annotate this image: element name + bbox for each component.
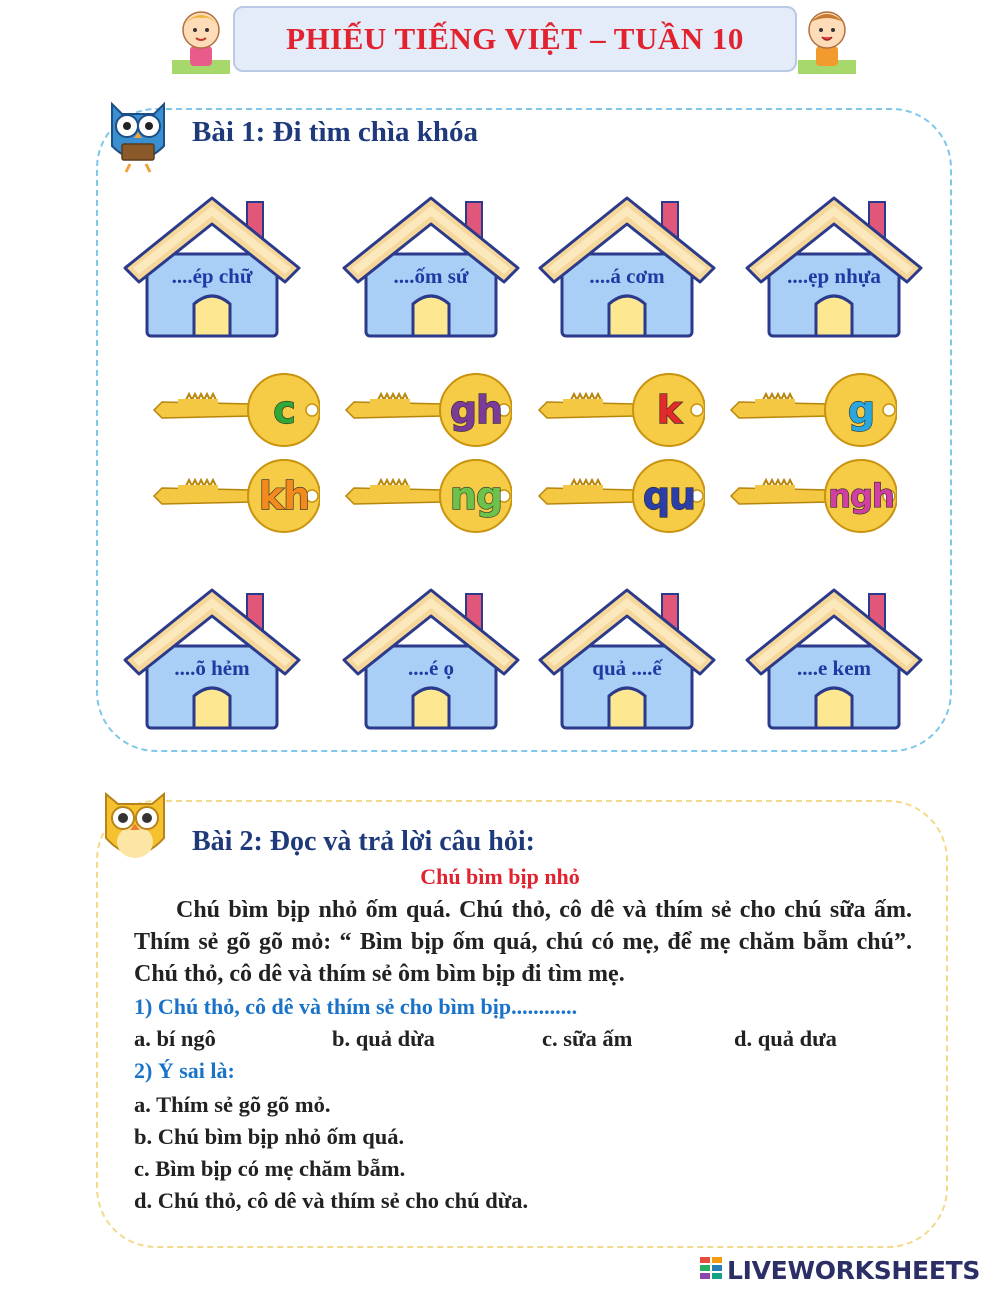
q1-option-b[interactable]: b. quả dừa [332,1026,435,1051]
question-2: 2) Ý sai là: [134,1058,235,1083]
story-paragraph: Chú bìm bịp nhỏ ốm quá. Chú thỏ, cô dê và thím sẻ cho chú sữa ấm. Thím sẻ gõ gõ mỏ: “ Bìm bịp ốm quá, chú có mẹ, để mẹ chăm bẵm chú”. Chú thỏ, cô dê và thím sẻ ôm bìm bịp đi tìm mẹ. [134,897,912,987]
house-bottom-3[interactable] [536,584,718,734]
q2-option-c[interactable]: c. Bìm bịp có mẹ chăm bẵm. [134,1156,406,1181]
house-label: ....õ hẻm [174,656,250,680]
house-label: ....ẹp nhựa [787,264,881,288]
house-label: ....é ọ [407,656,455,680]
key-letter: gh [449,388,503,432]
house-label: ....ốm sứ [393,264,469,288]
key-g[interactable] [725,370,897,450]
house-label: ....ép chữ [171,264,253,288]
q2-option-b[interactable]: b. Chú bìm bịp nhỏ ốm quá. [134,1124,405,1149]
liveworksheets-icon [700,1257,724,1285]
house-top-1[interactable] [121,192,303,342]
key-letter: c [273,388,295,432]
house-top-4[interactable] [743,192,925,342]
house-bottom-1[interactable] [121,584,303,734]
key-kh[interactable] [148,456,320,536]
key-k[interactable] [533,370,705,450]
key-letter: k [656,388,682,432]
key-letter: qu [642,474,696,518]
girl-illustration [170,2,232,74]
page-title: PHIẾU TIẾNG VIỆT – TUẦN 10 [233,6,797,72]
boy-illustration [796,2,858,74]
key-letter: ngh [828,477,894,515]
q2-option-d[interactable]: d. Chú thỏ, cô dê và thím sẻ cho chú dừa. [134,1188,529,1213]
key-ng[interactable] [340,456,512,536]
q1-option-d[interactable]: d. quả dưa [734,1026,837,1051]
house-top-3[interactable] [536,192,718,342]
story-title: Chú bìm bịp nhỏ [420,864,580,889]
question-1: 1) Chú thỏ, cô dê và thím sẻ cho bìm bịp............ [134,994,578,1019]
q2-option-a[interactable]: a. Thím sẻ gõ gõ mỏ. [134,1092,331,1117]
house-bottom-4[interactable] [743,584,925,734]
key-letter: ng [449,474,503,518]
key-c[interactable] [148,370,320,450]
key-letter: g [847,388,875,432]
house-top-2[interactable] [340,192,522,342]
brand-name: LIVEWORKSHEETS [727,1256,981,1285]
house-label: ....e kem [796,656,872,680]
q1-option-a[interactable]: a. bí ngô [134,1026,216,1051]
yellow-owl-icon [98,782,172,868]
exercise1-heading: Bài 1: Đi tìm chìa khóa [192,116,478,148]
house-label: ....á cơm [589,264,665,288]
key-gh[interactable] [340,370,512,450]
key-qu[interactable] [533,456,705,536]
q1-option-c[interactable]: c. sữa ấm [542,1026,633,1051]
liveworksheets-logo [700,1256,980,1285]
house-bottom-2[interactable] [340,584,522,734]
key-ngh[interactable] [725,456,897,536]
blue-owl-icon [106,94,170,176]
exercise2-heading: Bài 2: Đọc và trả lời câu hỏi: [192,826,535,857]
key-letter: kh [258,474,310,518]
house-label: quả ....ế [592,656,662,680]
